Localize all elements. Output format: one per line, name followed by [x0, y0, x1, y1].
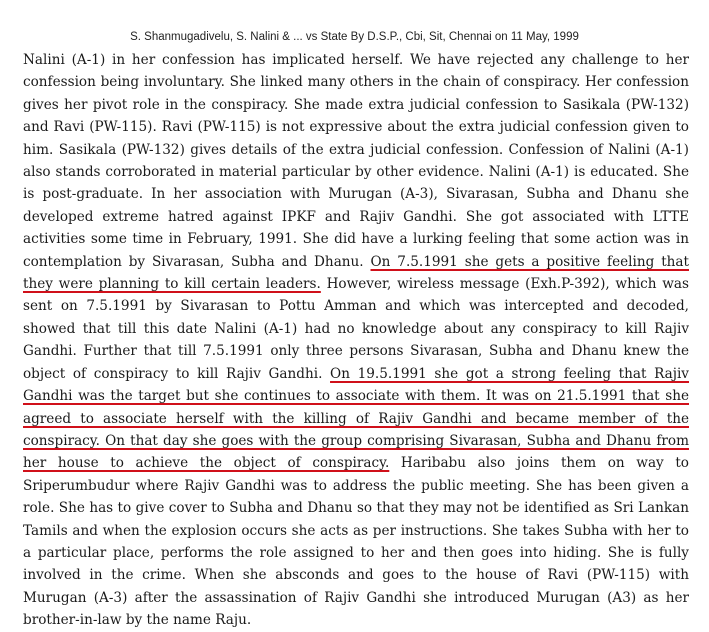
paragraph-text-segment: Haribabu also joins them on way to Sriperumbudur where Rajiv Gandhi was to address the public meeting. She has been given a role. She has to give cover to Subha and Dhanu so that they may not be identified as Sri Lankan Tamils and when the explosion occurs she acts as per instructions. She takes Subha with her to a particular place, performs the role assigned to her and then goes into hiding. She is fully involved in the crime. When she absconds and goes to the house of Ravi (PW-115) with Murugan (A-3) after the assassination of Rajiv Gandhi she introduced Murugan (A3) as her brother-in-law by the name Raju.: [23, 455, 689, 629]
highlighted-passage: On 7.5.1991 she gets a positive feeling that they were planning to kill certain leaders.: [23, 253, 689, 293]
document-header-citation: S. Shanmugadivelu, S. Nalini & ... vs State By D.S.P., Cbi, Sit, Chennai on 11 May, 1999: [130, 31, 579, 43]
paragraph-text-segment: However, wireless message (Exh.P-392), which was sent on 7.5.1991 by Sivarasan to Pottu Amman and which was intercepted and decoded, showed that till this date Nalini (A-1) had no knowledge about any conspiracy to kill Rajiv Gandhi. Further that till 7.5.1991 only three persons Sivarasan, Subha and Dhanu knew the object of conspiracy to kill Rajiv Gandhi.: [23, 276, 689, 382]
judgment-paragraph: [23, 49, 689, 632]
paragraph-text-segment: Nalini (A-1) in her confession has implicated herself. We have rejected any challenge to her confession being involuntary. She linked many others in the chain of conspiracy. Her confession gives her pivot role in the conspiracy. She made extra judicial confession to Sasikala (PW-132) and Ravi (PW-115). Ravi (PW-115) is not expressive about the extra judicial confession given to him. Sasikala (PW-132) gives details of the extra judicial confession. Confession of Nalini (A-1) also stands corroborated in material particular by other evidence. Nalini (A-1) is educated. She is post-graduate. In her association with Murugan (A-3), Sivarasan, Subha and Dhanu she developed extreme hatred against IPKF and Rajiv Gandhi. She got associated with LTTE activities some time in February, 1991. She did have a lurking feeling that some action was in contemplation by Sivarasan, Subha and Dhanu.: [23, 52, 689, 270]
highlighted-passage: On 19.5.1991 she got a strong feeling that Rajiv Gandhi was the target but she continues to associate with them. It was on 21.5.1991 that she agreed to associate herself with the killing of Rajiv Gandhi and became member of the conspiracy. On that day she goes with the group comprising Sivarasan, Subha and Dhanu from her house to achieve the object of conspiracy.: [23, 365, 689, 472]
